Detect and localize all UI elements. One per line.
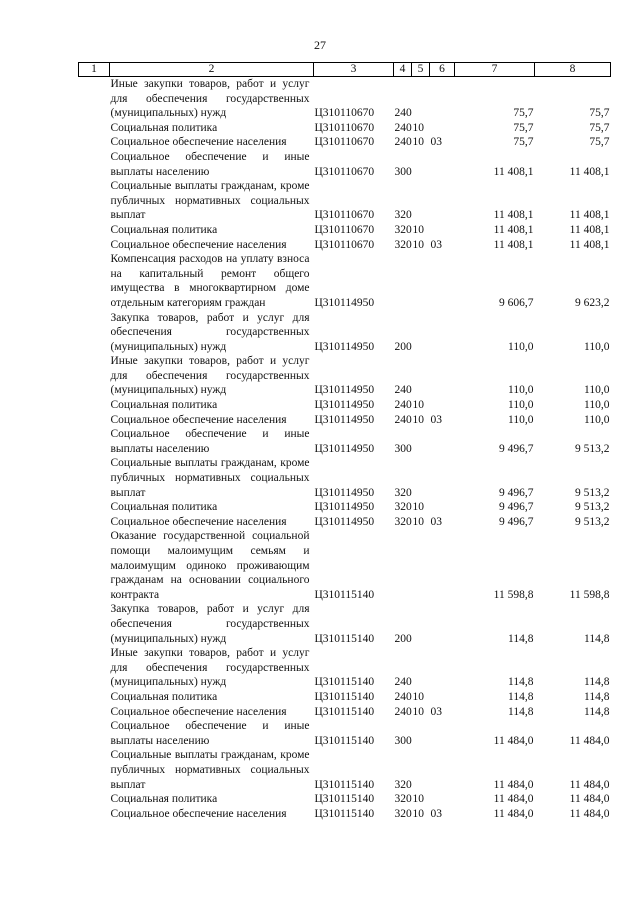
section-cell xyxy=(412,179,430,223)
row-index-cell xyxy=(79,515,110,530)
expense-name-cell: Социальное обеспечение и иные выплаты населению xyxy=(110,150,310,178)
subsection-cell xyxy=(430,456,455,500)
subsection-cell: 03 xyxy=(430,413,442,426)
expense-name-cell: Социальное обеспечение населения xyxy=(110,807,287,820)
target-article-code-cell: Ц310114950 xyxy=(314,515,375,528)
section-cell: 10 xyxy=(412,690,424,703)
amount-year-1-cell: 114,8 xyxy=(508,690,534,703)
subsection-cell xyxy=(430,398,455,413)
column-header: 4 xyxy=(394,63,412,77)
subsection-cell xyxy=(430,719,455,748)
column-header: 3 xyxy=(314,63,394,77)
table-row xyxy=(79,705,611,720)
target-article-code-cell: Ц310115140 xyxy=(314,676,375,689)
amount-year-1-cell: 114,8 xyxy=(508,632,534,645)
section-cell: 10 xyxy=(412,515,424,528)
row-index-cell xyxy=(79,121,110,136)
amount-year-2-cell: 110,0 xyxy=(584,399,610,412)
expense-type-cell: 200 xyxy=(394,632,412,645)
section-cell xyxy=(412,529,430,602)
expense-name-cell: Социальная политика xyxy=(110,223,218,236)
expense-type-cell: 240 xyxy=(394,384,412,397)
table-row xyxy=(79,456,611,500)
table-body xyxy=(79,77,611,822)
table-row xyxy=(79,223,611,238)
expense-type-cell xyxy=(394,529,412,602)
row-index-cell xyxy=(79,150,110,179)
subsection-cell xyxy=(430,529,455,602)
target-article-code-cell: Ц310114950 xyxy=(314,399,375,412)
section-cell xyxy=(412,77,430,121)
subsection-cell: 03 xyxy=(430,136,442,149)
expense-type-cell: 300 xyxy=(394,165,412,178)
target-article-code-cell: Ц310110670 xyxy=(314,238,375,251)
table-row xyxy=(79,807,611,822)
expense-type-cell: 320 xyxy=(394,778,412,791)
amount-year-1-cell: 75,7 xyxy=(513,136,534,149)
subsection-cell xyxy=(430,690,455,705)
expense-name-cell: Социальная политика xyxy=(110,121,218,134)
amount-year-2-cell: 110,0 xyxy=(584,384,610,397)
table-row xyxy=(79,179,611,223)
section-cell: 10 xyxy=(412,793,424,806)
table-row xyxy=(79,529,611,602)
expense-name-cell: Социальные выплаты гражданам, кроме публичных нормативных социальных выплат xyxy=(110,457,310,499)
subsection-cell: 03 xyxy=(430,807,442,820)
target-article-code-cell: Ц310110670 xyxy=(314,121,375,134)
amount-year-1-cell: 9 496,7 xyxy=(499,486,534,499)
section-cell xyxy=(412,602,430,646)
target-article-code-cell: Ц310115140 xyxy=(314,734,375,747)
target-article-code-cell: Ц310115140 xyxy=(314,632,375,645)
table-row xyxy=(79,646,611,690)
amount-year-1-cell: 11 408,1 xyxy=(493,238,534,251)
target-article-code-cell: Ц310114950 xyxy=(314,296,375,309)
section-cell xyxy=(412,748,430,792)
row-index-cell xyxy=(79,252,110,310)
column-header: 1 xyxy=(79,63,110,77)
column-header: 6 xyxy=(430,63,455,77)
expense-type-cell: 320 xyxy=(394,515,412,528)
table-row xyxy=(79,748,611,792)
subsection-cell xyxy=(430,646,455,690)
section-cell xyxy=(412,150,430,179)
amount-year-2-cell: 11 484,0 xyxy=(569,778,610,791)
amount-year-2-cell: 114,8 xyxy=(584,690,610,703)
expense-name-cell: Социальная политика xyxy=(110,399,218,412)
subsection-cell xyxy=(430,252,455,310)
budget-table xyxy=(78,62,611,821)
column-number-row xyxy=(79,63,611,77)
amount-year-2-cell: 75,7 xyxy=(589,136,610,149)
row-index-cell xyxy=(79,646,110,690)
expense-type-cell: 320 xyxy=(394,793,412,806)
amount-year-2-cell: 110,0 xyxy=(584,340,610,353)
amount-year-2-cell: 114,8 xyxy=(584,632,610,645)
amount-year-1-cell: 11 484,0 xyxy=(493,778,534,791)
target-article-code-cell: Ц310114950 xyxy=(314,501,375,514)
target-article-code-cell: Ц310115140 xyxy=(314,690,375,703)
expense-name-cell: Социальное обеспечение и иные выплаты населению xyxy=(110,720,310,747)
table-row xyxy=(79,427,611,456)
expense-type-cell: 240 xyxy=(394,121,412,134)
subsection-cell: 03 xyxy=(430,238,442,251)
amount-year-2-cell: 11 408,1 xyxy=(569,223,610,236)
row-index-cell xyxy=(79,456,110,500)
amount-year-2-cell: 114,8 xyxy=(584,676,610,689)
amount-year-1-cell: 11 484,0 xyxy=(493,807,534,820)
expense-name-cell: Социальное обеспечение населения xyxy=(110,136,287,149)
subsection-cell xyxy=(430,792,455,807)
subsection-cell: 03 xyxy=(430,705,442,718)
table-row xyxy=(79,238,611,253)
expense-name-cell: Социальная политика xyxy=(110,690,218,703)
expense-name-cell: Оказание государственной социальной помощи малоимущим семьям и малоимущим одиноко проживающим гражданам на основании социального контракта xyxy=(110,530,310,601)
row-index-cell xyxy=(79,179,110,223)
amount-year-1-cell: 9 606,7 xyxy=(499,296,534,309)
section-cell xyxy=(412,252,430,310)
amount-year-1-cell: 75,7 xyxy=(513,121,534,134)
target-article-code-cell: Ц310115140 xyxy=(314,588,375,601)
expense-type-cell: 200 xyxy=(394,340,412,353)
table-row xyxy=(79,413,611,428)
column-header: 2 xyxy=(110,63,314,77)
section-cell: 10 xyxy=(412,121,424,134)
table-row xyxy=(79,311,611,355)
row-index-cell xyxy=(79,77,110,121)
amount-year-2-cell: 9 513,2 xyxy=(575,515,610,528)
subsection-cell xyxy=(430,311,455,355)
amount-year-1-cell: 114,8 xyxy=(508,676,534,689)
expense-name-cell: Социальная политика xyxy=(110,793,218,806)
subsection-cell xyxy=(430,77,455,121)
expense-name-cell: Социальная политика xyxy=(110,501,218,514)
section-cell: 10 xyxy=(412,136,424,149)
amount-year-1-cell: 114,8 xyxy=(508,705,534,718)
amount-year-1-cell: 11 598,8 xyxy=(493,588,534,601)
expense-type-cell: 320 xyxy=(394,501,412,514)
target-article-code-cell: Ц310114950 xyxy=(314,413,375,426)
amount-year-1-cell: 9 496,7 xyxy=(499,515,534,528)
row-index-cell xyxy=(79,135,110,150)
table-row xyxy=(79,252,611,310)
section-cell: 10 xyxy=(412,413,424,426)
amount-year-2-cell: 9 513,2 xyxy=(575,442,610,455)
expense-type-cell: 240 xyxy=(394,107,412,120)
target-article-code-cell: Ц310115140 xyxy=(314,807,375,820)
amount-year-1-cell: 11 408,1 xyxy=(493,209,534,222)
row-index-cell xyxy=(79,690,110,705)
amount-year-1-cell: 110,0 xyxy=(508,399,534,412)
amount-year-2-cell: 75,7 xyxy=(589,107,610,120)
column-header: 8 xyxy=(535,63,611,77)
target-article-code-cell: Ц310110670 xyxy=(314,107,375,120)
table-row xyxy=(79,719,611,748)
section-cell: 10 xyxy=(412,807,424,820)
amount-year-2-cell: 11 408,1 xyxy=(569,238,610,251)
subsection-cell xyxy=(430,748,455,792)
expense-name-cell: Социальное обеспечение населения xyxy=(110,515,287,528)
row-index-cell xyxy=(79,792,110,807)
target-article-code-cell: Ц310110670 xyxy=(314,223,375,236)
expense-name-cell: Закупка товаров, работ и услуг для обеспечения государственных (муниципальных) нужд xyxy=(110,311,310,353)
subsection-cell xyxy=(430,602,455,646)
page-number: 27 xyxy=(314,38,326,52)
amount-year-2-cell: 75,7 xyxy=(589,121,610,134)
expense-type-cell: 240 xyxy=(394,705,412,718)
target-article-code-cell: Ц310114950 xyxy=(314,442,375,455)
section-cell: 10 xyxy=(412,501,424,514)
expense-name-cell: Иные закупки товаров, работ и услуг для обеспечения государственных (муниципальных) нужд xyxy=(110,355,310,397)
row-index-cell xyxy=(79,529,110,602)
expense-type-cell: 300 xyxy=(394,734,412,747)
table-row xyxy=(79,77,611,121)
amount-year-1-cell: 9 496,7 xyxy=(499,501,534,514)
expense-name-cell: Закупка товаров, работ и услуг для обеспечения государственных (муниципальных) нужд xyxy=(110,603,310,645)
target-article-code-cell: Ц310114950 xyxy=(314,384,375,397)
expense-name-cell: Иные закупки товаров, работ и услуг для обеспечения государственных (муниципальных) нужд xyxy=(110,647,310,689)
amount-year-1-cell: 110,0 xyxy=(508,413,534,426)
budget-table-container xyxy=(78,62,610,821)
expense-type-cell: 240 xyxy=(394,399,412,412)
row-index-cell xyxy=(79,413,110,428)
target-article-code-cell: Ц310110670 xyxy=(314,209,375,222)
table-row xyxy=(79,398,611,413)
amount-year-1-cell: 110,0 xyxy=(508,384,534,397)
amount-year-2-cell: 9 513,2 xyxy=(575,486,610,499)
expense-type-cell xyxy=(394,252,412,310)
table-row xyxy=(79,354,611,398)
expense-name-cell: Социальное обеспечение населения xyxy=(110,238,287,251)
expense-type-cell: 240 xyxy=(394,136,412,149)
row-index-cell xyxy=(79,354,110,398)
expense-name-cell: Социальные выплаты гражданам, кроме публичных нормативных социальных выплат xyxy=(110,180,310,222)
amount-year-2-cell: 9 623,2 xyxy=(575,296,610,309)
amount-year-1-cell: 75,7 xyxy=(513,107,534,120)
target-article-code-cell: Ц310115140 xyxy=(314,705,375,718)
amount-year-2-cell: 114,8 xyxy=(584,705,610,718)
subsection-cell: 03 xyxy=(430,515,442,528)
expense-type-cell: 300 xyxy=(394,442,412,455)
amount-year-1-cell: 9 496,7 xyxy=(499,442,534,455)
table-row xyxy=(79,150,611,179)
expense-name-cell: Социальное обеспечение населения xyxy=(110,413,287,426)
section-cell: 10 xyxy=(412,223,424,236)
expense-name-cell: Компенсация расходов на уплату взноса на капитальный ремонт общего имущества в многоквартирном доме отдельным категориям граждан xyxy=(110,253,310,309)
row-index-cell xyxy=(79,398,110,413)
target-article-code-cell: Ц310114950 xyxy=(314,486,375,499)
row-index-cell xyxy=(79,602,110,646)
row-index-cell xyxy=(79,427,110,456)
subsection-cell xyxy=(430,121,455,136)
section-cell xyxy=(412,646,430,690)
table-row xyxy=(79,121,611,136)
table-row xyxy=(79,500,611,515)
amount-year-2-cell: 11 484,0 xyxy=(569,734,610,747)
section-cell xyxy=(412,719,430,748)
row-index-cell xyxy=(79,719,110,748)
section-cell xyxy=(412,354,430,398)
amount-year-2-cell: 11 598,8 xyxy=(569,588,610,601)
amount-year-2-cell: 11 408,1 xyxy=(569,209,610,222)
section-cell: 10 xyxy=(412,705,424,718)
subsection-cell xyxy=(430,223,455,238)
amount-year-1-cell: 110,0 xyxy=(508,340,534,353)
amount-year-1-cell: 11 408,1 xyxy=(493,223,534,236)
table-row xyxy=(79,792,611,807)
amount-year-1-cell: 11 484,0 xyxy=(493,793,534,806)
row-index-cell xyxy=(79,748,110,792)
expense-name-cell: Социальное обеспечение населения xyxy=(110,705,287,718)
amount-year-2-cell: 11 484,0 xyxy=(569,807,610,820)
expense-name-cell: Социальное обеспечение и иные выплаты населению xyxy=(110,428,310,455)
target-article-code-cell: Ц310115140 xyxy=(314,778,375,791)
target-article-code-cell: Ц310115140 xyxy=(314,793,375,806)
amount-year-2-cell: 11 484,0 xyxy=(569,793,610,806)
row-index-cell xyxy=(79,500,110,515)
subsection-cell xyxy=(430,354,455,398)
row-index-cell xyxy=(79,807,110,822)
amount-year-2-cell: 11 408,1 xyxy=(569,165,610,178)
amount-year-2-cell: 9 513,2 xyxy=(575,501,610,514)
table-row xyxy=(79,602,611,646)
amount-year-1-cell: 11 408,1 xyxy=(493,165,534,178)
row-index-cell xyxy=(79,238,110,253)
table-header xyxy=(79,63,611,77)
amount-year-2-cell: 110,0 xyxy=(584,413,610,426)
expense-name-cell: Иные закупки товаров, работ и услуг для обеспечения государственных (муниципальных) нужд xyxy=(110,78,310,120)
column-header: 5 xyxy=(412,63,430,77)
section-cell: 10 xyxy=(412,238,424,251)
expense-type-cell: 240 xyxy=(394,676,412,689)
expense-type-cell: 320 xyxy=(394,807,412,820)
row-index-cell xyxy=(79,223,110,238)
table-row xyxy=(79,515,611,530)
section-cell xyxy=(412,456,430,500)
subsection-cell xyxy=(430,500,455,515)
section-cell: 10 xyxy=(412,399,424,412)
row-index-cell xyxy=(79,311,110,355)
table-row xyxy=(79,690,611,705)
expense-type-cell: 320 xyxy=(394,238,412,251)
subsection-cell xyxy=(430,179,455,223)
row-index-cell xyxy=(79,705,110,720)
column-header: 7 xyxy=(455,63,535,77)
expense-type-cell: 320 xyxy=(394,209,412,222)
target-article-code-cell: Ц310114950 xyxy=(314,340,375,353)
subsection-cell xyxy=(430,150,455,179)
subsection-cell xyxy=(430,427,455,456)
expense-type-cell: 320 xyxy=(394,486,412,499)
target-article-code-cell: Ц310110670 xyxy=(314,165,375,178)
section-cell xyxy=(412,427,430,456)
expense-name-cell: Социальные выплаты гражданам, кроме публичных нормативных социальных выплат xyxy=(110,749,310,791)
table-row xyxy=(79,135,611,150)
expense-type-cell: 320 xyxy=(394,223,412,236)
target-article-code-cell: Ц310110670 xyxy=(314,136,375,149)
expense-type-cell: 240 xyxy=(394,413,412,426)
amount-year-1-cell: 11 484,0 xyxy=(493,734,534,747)
section-cell xyxy=(412,311,430,355)
expense-type-cell: 240 xyxy=(394,690,412,703)
